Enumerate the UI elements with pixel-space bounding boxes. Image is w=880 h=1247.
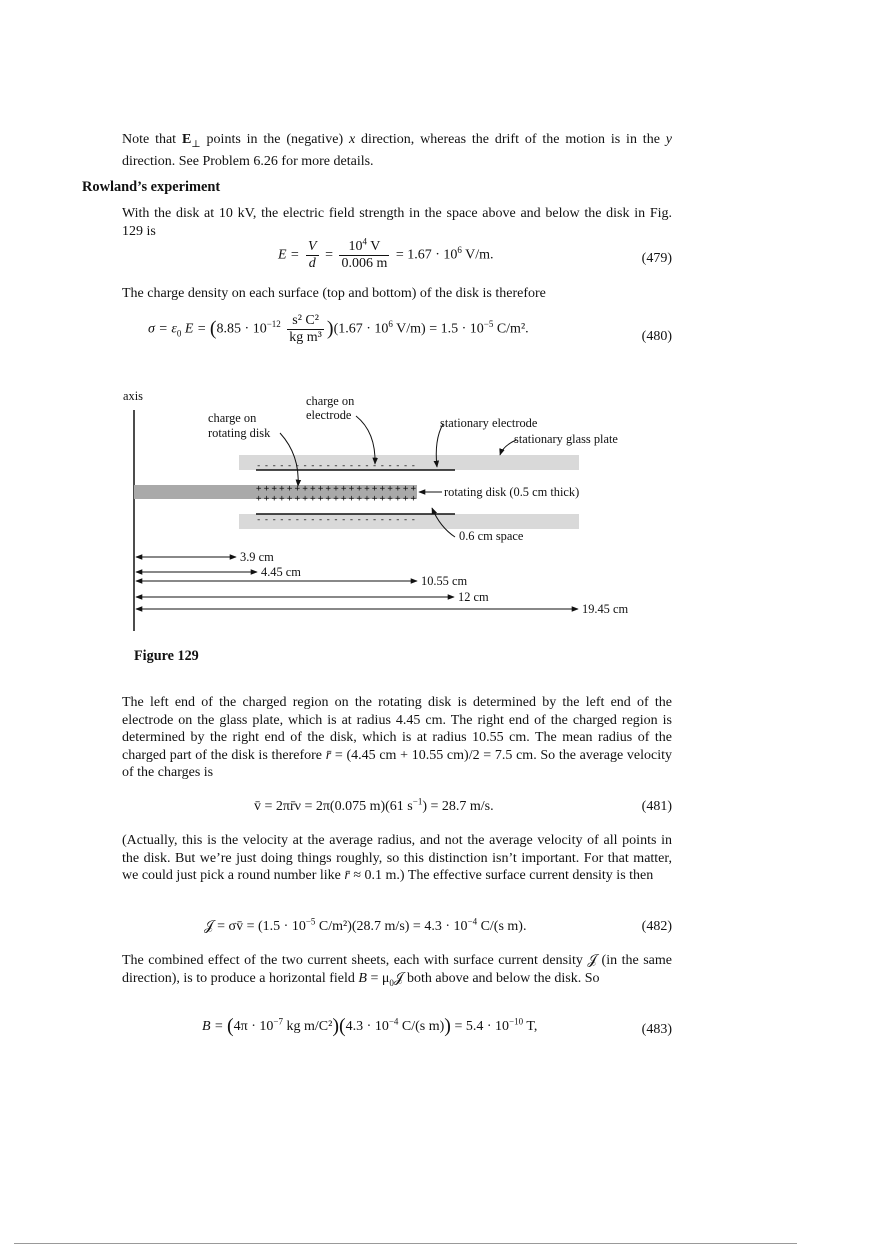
label-charge-on-electrode-1: charge on: [306, 394, 355, 408]
section-heading: Rowland’s experiment: [82, 179, 221, 195]
dim-label-3-9: 3.9 cm: [240, 550, 274, 564]
dim-label-19-45: 19.45 cm: [582, 602, 629, 616]
axis-label: axis: [123, 389, 143, 403]
bottom-negative-charges: - - - - - - - - - - - - - - - - - - - - -: [256, 515, 416, 525]
intro-paragraph: Note that $E_\perp$ points in the (negative) x direction, whereas the drift of the motion is in the y direction. See Problem 6.26 for more details.: [122, 132, 672, 170]
combined-paragraph: The combined effect of the two current sheets, each with surface current density 𝒥 (in the same direction), is to produce a horizontal field $B = \mu_0𝒥$ both above and below the disk. So: [122, 953, 672, 988]
figure-caption: Figure 129: [134, 648, 199, 664]
equation-481: v̄ = 2πr̄ν = 2π(0.075 m)(61 $s^{-1}) = 28.7$ m/s. (481): [254, 796, 672, 814]
dim-label-10-55: 10.55 cm: [421, 574, 468, 588]
actually-paragraph: (Actually, this is the velocity at the average radius, and not the average velocity of all points in the disk. But we’re just doing things roughly, so this distinction isn’t important. For that matter, we could just pick a round number like r̄ ≈ 0.1 m.) The effective surface current density is then: [122, 833, 672, 884]
field-paragraph: With the disk at 10 kV, the electric field strength in the space above and below the disk in Fig. 129 is: [122, 206, 672, 239]
equation-number: (480): [641, 329, 672, 344]
equation-number: (479): [641, 251, 672, 266]
label-charge-on-disk-1: charge on: [208, 411, 257, 425]
label-charge-on-electrode-2: electrode: [306, 408, 352, 422]
equation-479: E = $\frac{V}{d}$ = $\frac{10^4 V}{0.006 m}$ = $1.67 \cdot 10^6$ V/m. (479): [278, 236, 672, 271]
equation-480: $\sigma = \varepsilon_0$ $E = (8.85 \cdot 10^{-12}$ $\frac{\text{s² C²}}{\text{kg m³}}$ )($1.67 \cdot 10^6$ $V/m) = 1.5 \cdot 10^{-5}$ C/m². (480): [148, 313, 672, 345]
equation-483: $B = (4\pi \cdot 10^{-7}$ kg $m/C^2)(4.3 \cdot 10^{-4}$ C/(s $m)) = 5.4 \cdot 10^{-10}$ T, (483): [202, 1015, 672, 1037]
label-stationary-glass-plate: stationary glass plate: [514, 432, 618, 446]
equation-number: (482): [641, 919, 672, 934]
label-charge-on-disk-2: rotating disk: [208, 426, 271, 440]
disk-positive-charges-bottom: +++++++++++++++++++++: [256, 494, 416, 504]
top-negative-charges: - - - - - - - - - - - - - - - - - - - - -: [256, 461, 416, 471]
dim-label-12: 12 cm: [458, 590, 489, 604]
radius-paragraph: The left end of the charged region on the rotating disk is determined by the left end of the electrode on the glass plate, which is at radius 4.45 cm. The right end of the charged region is determined by the right end of the disk, which is at radius 10.55 cm. The mean radius of the charged part of the disk is therefore r̄ = (4.45 cm + 10.55 cm)/2 = 7.5 cm. So the average velocity of the charges is: [122, 695, 673, 781]
equation-number: (483): [641, 1022, 672, 1037]
equation-number: (481): [641, 799, 672, 814]
disk-positive-charges-top: +++++++++++++++++++++: [256, 484, 416, 494]
label-rotating-disk: rotating disk (0.5 cm thick): [444, 485, 580, 499]
label-space: 0.6 cm space: [459, 529, 524, 543]
label-stationary-electrode: stationary electrode: [440, 416, 538, 430]
footer-rule: [14, 1243, 797, 1244]
equation-482: 𝒥 = σv̄ = ($1.5 \cdot 10^{-5}$ C/m²)(28.7 $m/s) = 4.3 \cdot 10^{-4}$ C/(s m). (482): [204, 916, 672, 934]
charge-paragraph: The charge density on each surface (top and bottom) of the disk is therefore: [122, 286, 546, 301]
dim-label-4-45: 4.45 cm: [261, 565, 301, 579]
